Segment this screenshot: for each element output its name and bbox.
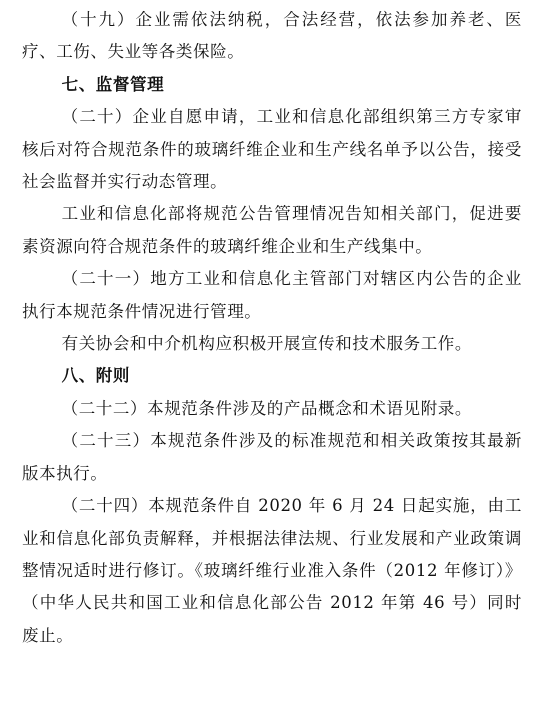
section-heading-supervision: 七、监督管理 <box>61 74 165 94</box>
clause-23: （二十三）本规范条件涉及的标准规范和相关政策按其最新版本执行。 <box>22 431 522 483</box>
section-heading-appendix: 八、附则 <box>61 366 130 386</box>
clause-20: （二十）企业自愿申请，工业和信息化部组织第三方专家审核后对符合规范条件的玻璃纤维企业和生产线名单予以公告，接受社会监督并实行动态管理。 <box>22 107 522 192</box>
clause-24: （二十四）本规范条件自 2020 年 6 月 24 日起实施，由工业和信息化部负责解释，并根据法律法规、行业发展和产业政策调整情况适时进行修订。《玻璃纤维行业准入条件（2012 年修订）》（中华人民共和国工业和信息化部公告 2012 年第 46 号）同时废止。 <box>22 496 522 645</box>
clause-20-paragraph-2: 工业和信息化部将规范公告管理情况告知相关部门，促进要素资源向符合规范条件的玻璃纤维企业和生产线集中。 <box>22 204 522 256</box>
clause-19: （十九）企业需依法纳税，合法经营，依法参加养老、医疗、工伤、失业等各类保险。 <box>22 10 522 62</box>
clause-22: （二十二）本规范条件涉及的产品概念和术语见附录。 <box>61 398 472 418</box>
clause-21-paragraph-2: 有关协会和中介机构应积极开展宣传和技术服务工作。 <box>61 334 472 354</box>
clause-21: （二十一）地方工业和信息化主管部门对辖区内公告的企业执行本规范条件情况进行管理。 <box>22 269 522 321</box>
